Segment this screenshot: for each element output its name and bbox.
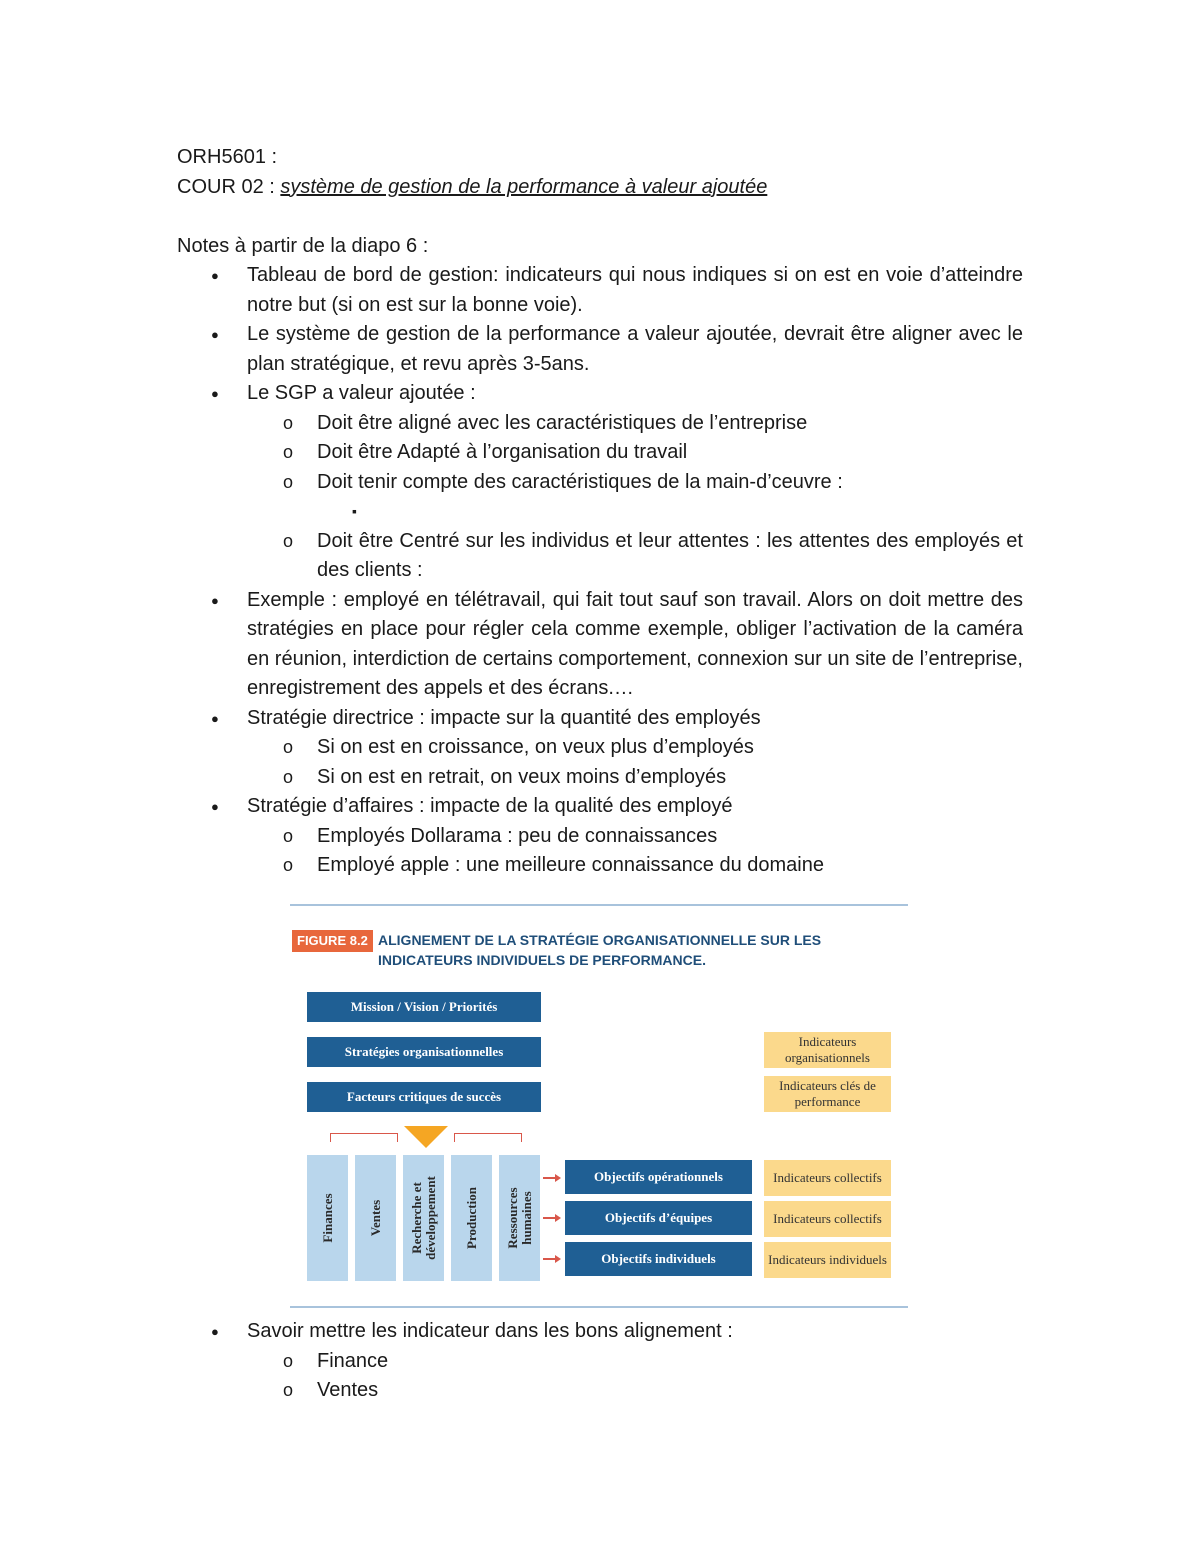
- sub-item: o Doit être Centré sur les individus et leur attentes : les attentes des employés et des clients :: [247, 527, 1023, 586]
- bullet-text: Savoir mettre les indicateur dans les bons alignement :: [247, 1320, 733, 1342]
- blank-line: [177, 202, 1023, 232]
- course-title-line: [177, 173, 1023, 203]
- sub-item: o Employés Dollarama : peu de connaissances: [247, 822, 1023, 852]
- sub-list: [247, 822, 1023, 881]
- column-label: Production: [463, 1187, 479, 1249]
- objective-box: Objectifs individuels: [565, 1242, 752, 1276]
- right-bracket: [454, 1133, 522, 1142]
- bullet-item: [177, 792, 1023, 881]
- arrow-right-icon: [543, 1258, 557, 1260]
- arrow-right-icon: [543, 1177, 557, 1179]
- arrow-right-icon: [543, 1217, 557, 1219]
- sub-item: o Si on est en croissance, on veux plus d’employés: [247, 733, 1023, 763]
- sub-item-text: Doit tenir compte des caractéristiques de la main-d’ceuvre :: [317, 470, 843, 493]
- bullet-item: ● Exemple : employé en télétravail, qui fait tout sauf son travail. Alors on doit mettre des stratégies en place pour régler cela comme exemple, obliger l’activation de la caméra en réunion, interdiction de certains comportement, connexion sur un site de l’entreprise, enregistrement des appels et des écrans.…: [177, 586, 1023, 704]
- down-arrow-icon: [404, 1126, 448, 1148]
- sub-list: [247, 409, 1023, 586]
- sub-item: o Doit être Adapté à l’organisation du travail: [247, 438, 1023, 468]
- strategies-box: Stratégies organisationnelles: [307, 1037, 541, 1067]
- intro-line: Notes à partir de la diapo 6 :: [177, 234, 429, 257]
- document-body: [177, 143, 1023, 881]
- left-bracket: [330, 1133, 398, 1142]
- sub-item: o Si on est en retrait, on veux moins d’employés: [247, 763, 1023, 793]
- figure-8-2: [290, 903, 910, 1310]
- bullet-item: [177, 379, 1023, 586]
- sub-item: [247, 468, 1023, 527]
- bullet-text: Le SGP a valeur ajoutée :: [247, 382, 476, 404]
- figure-badge: FIGURE 8.2: [292, 930, 373, 952]
- sub-list: [247, 1347, 1023, 1406]
- column-rd: [403, 1155, 444, 1281]
- indicator-box: Indicateurs collectifs: [764, 1201, 891, 1237]
- document-body-continued: [177, 1317, 1023, 1406]
- column-label: Finances: [319, 1193, 335, 1243]
- bullet-item: [177, 704, 1023, 793]
- figure-top-rule: [290, 904, 908, 906]
- column-production: [451, 1155, 492, 1281]
- bullet-list: [177, 261, 1023, 881]
- course-prefix: COUR 02 :: [177, 175, 281, 198]
- column-label: Recherche et développement: [408, 1176, 438, 1260]
- sub-item: o Finance: [247, 1347, 1023, 1377]
- sub-item: o Ventes: [247, 1376, 1023, 1406]
- bullet-text: Stratégie directrice : impacte sur la quantité des employés: [247, 706, 761, 729]
- success-factors-box: Facteurs critiques de succès: [307, 1082, 541, 1112]
- objective-box: Objectifs d’équipes: [565, 1201, 752, 1235]
- figure-bottom-rule: [290, 1306, 908, 1308]
- course-code: ORH5601 :: [177, 146, 278, 168]
- column-label: Ventes: [367, 1199, 383, 1237]
- course-title: système de gestion de la performance à valeur ajoutée: [280, 175, 768, 198]
- indicator-box: Indicateurs clés de performance: [764, 1076, 891, 1112]
- indicator-box: Indicateurs organisationnels: [764, 1032, 891, 1068]
- sub-item: o Employé apple : une meilleure connaissance du domaine: [247, 851, 1023, 881]
- bullet-list: [177, 1317, 1023, 1406]
- indicator-box: Indicateurs individuels: [764, 1242, 891, 1278]
- bullet-text: Stratégie d’affaires : impacte de la qualité des employé: [247, 795, 733, 817]
- empty-square-bullet: [317, 497, 1023, 527]
- sub-sub-list: [317, 497, 1023, 527]
- objective-box: Objectifs opérationnels: [565, 1160, 752, 1194]
- indicator-box: Indicateurs collectifs: [764, 1160, 891, 1196]
- bullet-item: ● Tableau de bord de gestion: indicateurs qui nous indiques si on est en voie d’atteindre notre but (si on est sur la bonne voie).: [177, 261, 1023, 320]
- bullet-item: [177, 1317, 1023, 1406]
- sub-item: o Doit être aligné avec les caractéristiques de l’entreprise: [247, 409, 1023, 439]
- column-finances: [307, 1155, 348, 1281]
- column-rh: [499, 1155, 540, 1281]
- column-label: Ressources humaines: [504, 1187, 534, 1249]
- figure-title: ALIGNEMENT DE LA STRATÉGIE ORGANISATIONNELLE SUR LES INDICATEURS INDIVIDUELS DE PERFORMANCE.: [378, 932, 822, 968]
- column-ventes: [355, 1155, 396, 1281]
- mission-box: Mission / Vision / Priorités: [307, 992, 541, 1022]
- sub-list: [247, 733, 1023, 792]
- bullet-item: ● Le système de gestion de la performance a valeur ajoutée, devrait être aligner avec le plan stratégique, et revu après 3-5ans.: [177, 320, 1023, 379]
